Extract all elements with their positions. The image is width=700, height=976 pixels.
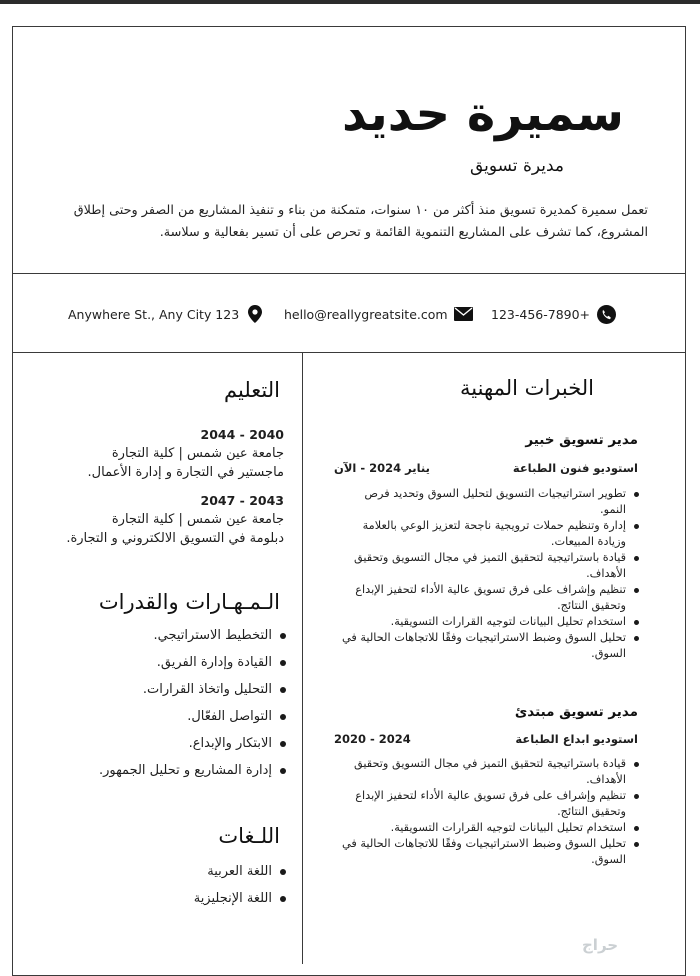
list-item: تطوير استراتيجيات التسويق لتحليل السوق وتحديد فرص النمو. [338, 486, 644, 518]
envelope-icon [454, 304, 474, 324]
education-years: 2047 - 2043 [200, 493, 284, 508]
languages-list [90, 858, 290, 912]
column-divider [302, 352, 303, 964]
list-item: إدارة وتنظيم حملات ترويجية ناجحة لتعزيز الوعي بالعلامة وزيادة المبيعات. [338, 518, 644, 550]
contact-phone[interactable] [491, 304, 616, 324]
list-item: التخطيط الاستراتيجي. [20, 622, 290, 649]
contact-email[interactable] [284, 304, 474, 324]
list-item: التواصل الفعّال. [20, 703, 290, 730]
job-company: استوديو ابداع الطباعة [515, 732, 638, 746]
list-item: التحليل واتخاذ القرارات. [20, 676, 290, 703]
top-border [0, 0, 700, 4]
job-dates: يناير 2024 - الآن [334, 461, 430, 475]
job-role: مدير تسويق مبتدئ [514, 704, 638, 720]
location-pin-icon [245, 304, 265, 324]
candidate-name: سميرة حديد [342, 86, 624, 142]
job-responsibilities [338, 486, 644, 662]
list-item: اللغة الإنجليزية [90, 885, 290, 912]
skills-heading: الـمـهـارات والقدرات [98, 590, 280, 614]
job-responsibilities [338, 756, 644, 868]
education-institution: جامعة عين شمس | كلية التجارة [111, 512, 284, 527]
email-text[interactable]: hello@reallygreatsite.com [284, 306, 448, 322]
job-role: مدير تسويق خبير [525, 432, 638, 448]
education-degree: ماجستير في التجارة و إدارة الأعمال. [87, 465, 284, 480]
job-company: استوديو فنون الطباعة [512, 461, 638, 475]
contact-address [68, 304, 265, 324]
list-item: استخدام تحليل البيانات لتوجيه القرارات التسويقية. [338, 820, 644, 836]
address-text: Anywhere St., Any City 123 [68, 306, 240, 322]
list-item: تنظيم وإشراف على فرق تسويق عالية الأداء لتحفيز الإبداع وتحقيق النتائج. [338, 582, 644, 614]
list-item: إدارة المشاريع و تحليل الجمهور. [20, 757, 290, 784]
list-item: تحليل السوق وضبط الاستراتيجيات وفقًا للاتجاهات الحالية في السوق. [338, 836, 644, 868]
contact-divider [12, 352, 686, 353]
education-years: 2044 - 2040 [200, 427, 284, 442]
list-item: اللغة العربية [90, 858, 290, 885]
header-divider [12, 273, 686, 274]
job-dates: 2024 - 2020 [334, 732, 411, 746]
education-degree: دبلومة في التسويق الالكتروني و التجارة. [66, 531, 284, 546]
list-item: استخدام تحليل البيانات لتوجيه القرارات التسويقية. [338, 614, 644, 630]
list-item: القيادة وإدارة الفريق. [20, 649, 290, 676]
list-item: قيادة باستراتيجية لتحقيق التميز في مجال التسويق وتحقيق الأهداف. [338, 550, 644, 582]
languages-heading: اللـغات [218, 824, 280, 848]
education-item [34, 492, 284, 548]
education-institution: جامعة عين شمس | كلية التجارة [111, 446, 284, 461]
education-item [34, 426, 284, 482]
list-item: تنظيم وإشراف على فرق تسويق عالية الأداء لتحفيز الإبداع وتحقيق النتائج. [338, 788, 644, 820]
candidate-title: مديرة تسويق [469, 156, 564, 176]
skills-list [20, 622, 290, 784]
phone-icon [596, 304, 616, 324]
phone-text[interactable]: 123-456-7890+ [491, 306, 591, 322]
profile-summary: تعمل سميرة كمديرة تسويق منذ أكثر من ١٠ سنوات، متمكنة من بناء و تنفيذ المشاريع من الصفر وحتى إطلاق المشروع، كما تشرف على المشاريع التنموية القائمة و تحرص على أن تسير بفعالية و سلاسة. [73, 203, 648, 240]
list-item: الابتكار والإبداع. [20, 730, 290, 757]
experience-heading: الخبرات المهنية [460, 376, 594, 400]
list-item: تحليل السوق وضبط الاستراتيجيات وفقًا للاتجاهات الحالية في السوق. [338, 630, 644, 662]
watermark-logo: حراج [582, 936, 619, 954]
education-heading: التعليم [224, 378, 280, 402]
list-item: قيادة باستراتيجية لتحقيق التميز في مجال التسويق وتحقيق الأهداف. [338, 756, 644, 788]
